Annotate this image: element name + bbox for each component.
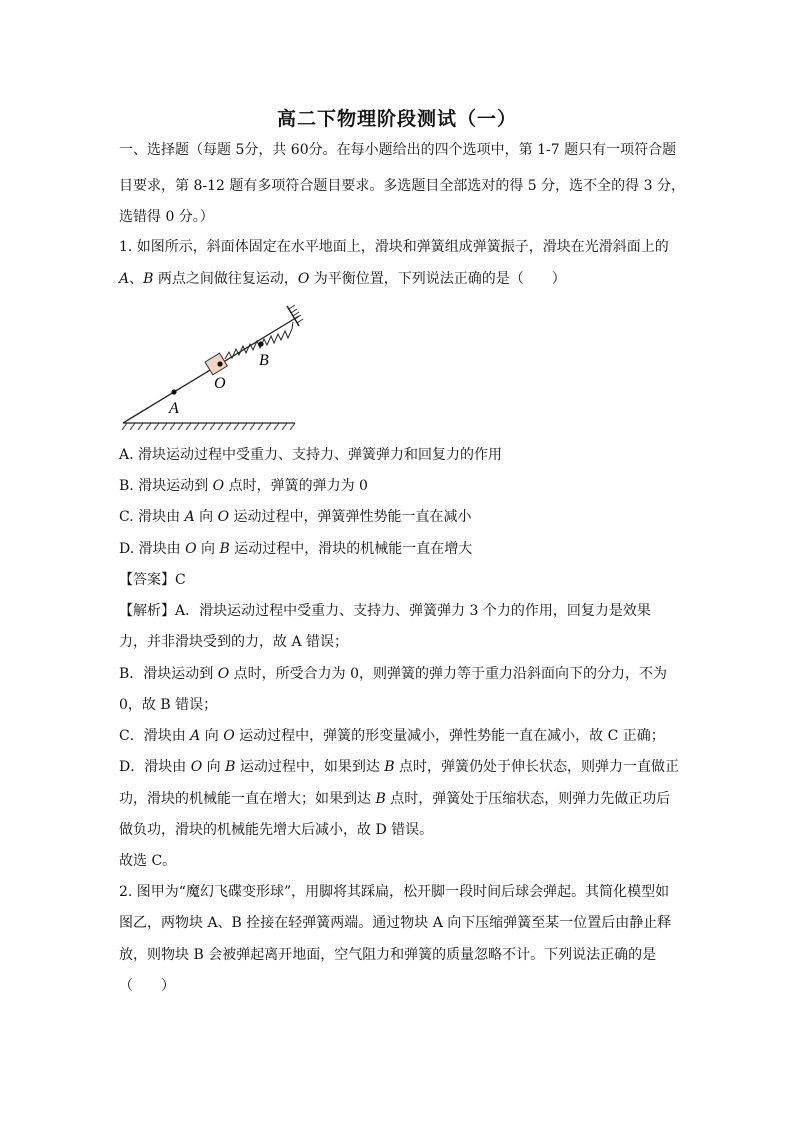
- question-2-stem-line-2: 图乙，两物块 A、B 拴接在轻弹簧两端。通过物块 A 向下压缩弹簧至某一位置后由静止释: [119, 915, 672, 931]
- analysis-line-1: 【解析】A．滑块运动过程中受重力、支持力、弹簧弹力 3 个力的作用，回复力是效果: [119, 603, 651, 619]
- point-b-ref: B: [225, 759, 236, 775]
- analysis-text: 功，滑块的机械能一直在增大；如果到达: [119, 791, 376, 807]
- point-o-ref: O: [212, 478, 225, 494]
- option-b: [119, 475, 679, 497]
- question-1-stem-line-2: [119, 268, 679, 290]
- incline-spring-figure: [119, 300, 319, 435]
- point-o-dot: [217, 361, 222, 366]
- answer-line: 【答案】C: [119, 572, 186, 588]
- analysis-text: D．滑块由: [119, 759, 191, 775]
- point-o-ref: O: [185, 541, 197, 557]
- analysis-text: 向: [202, 759, 226, 775]
- section-instructions-line-1: 一、选择题（每题 5分，共 60分。在每小题给出的四个选项中，第 1-7 题只有一项符合题: [119, 142, 677, 158]
- point-b-ref: B: [375, 791, 386, 807]
- analysis-line-6: [119, 756, 679, 778]
- question-1-stem-line-1: 1. 如图所示，斜面体固定在水平地面上，滑块和弹簧组成弹簧振子，滑块在光滑斜面上的: [119, 239, 669, 255]
- point-b-dot: [258, 341, 263, 346]
- option-d: [119, 538, 679, 560]
- question-2-stem-line-1: 2. 图甲为“魔幻飞碟变形球”，用脚将其踩扁，松开脚一段时间后球会弹起。其简化模型如: [119, 884, 670, 900]
- page-title: 高二下物理阶段测试（一）: [276, 108, 517, 130]
- analysis-line-5: [119, 725, 679, 747]
- section-instructions-line-3: 选错得 0 分。）: [119, 209, 214, 225]
- analysis-line-7: [119, 788, 679, 810]
- option-a: A. 滑块运动过程中受重力、支持力、弹簧弹力和回复力的作用: [119, 447, 503, 463]
- point-a-ref: A: [190, 728, 201, 744]
- analysis-line-8: 做负功，滑块的机械能先增大后减小，故 D 错误。: [119, 822, 434, 838]
- analysis-line-4: 0，故 B 错误；: [119, 697, 218, 713]
- section-instructions-line-2: 目要求，第 8-12 题有多项符合题目要求。多选题目全部选对的得 5 分，选不全的得 3 分，: [119, 178, 685, 194]
- analysis-conclusion: 故选 C。: [119, 853, 177, 869]
- option-text: B. 滑块运动到: [119, 478, 213, 494]
- point-a-ref: A: [184, 509, 195, 525]
- point-a-dot: [171, 389, 176, 394]
- point-o-ref: O: [217, 666, 230, 682]
- point-o-ref: O: [190, 759, 203, 775]
- analysis-text: 点时，所受合力为 0，则弹簧的弹力等于重力沿斜面向下的分力，不为: [229, 666, 668, 682]
- analysis-text: 向: [200, 728, 224, 744]
- separator: 、: [129, 271, 144, 287]
- analysis-line-3: [119, 663, 679, 685]
- option-text: 运动过程中，滑块的机械能一直在增大: [229, 541, 473, 557]
- point-o-ref: O: [297, 271, 310, 287]
- analysis-text: 点时，弹簧处于压缩状态，则弹力先做正功后: [385, 791, 671, 807]
- analysis-text: 运动过程中，如果到达: [235, 759, 385, 775]
- analysis-text: B．滑块运动到: [119, 666, 218, 682]
- analysis-text: 运动过程中，弹簧的形变量减小，弹性势能一直在减小，故 C 正确；: [234, 728, 665, 744]
- label-b: B: [259, 352, 269, 369]
- stem-text: 为平衡位置，下列说法正确的是（ ）: [309, 271, 566, 287]
- option-c: [119, 506, 679, 528]
- option-text: D. 滑块由: [119, 541, 186, 557]
- analysis-text: 点时，弹簧仍处于伸长状态，则弹力一直做正: [394, 759, 680, 775]
- label-a: A: [169, 400, 179, 417]
- question-2-stem-line-3: 放，则物块 B 会被弹起离开地面，空气阻力和弹簧的质量忽略不计。下列说法正确的是: [119, 947, 657, 963]
- option-text: 运动过程中，弹簧弹性势能一直在减小: [229, 509, 472, 525]
- label-o: O: [214, 375, 226, 392]
- option-text: 向: [194, 509, 218, 525]
- stem-text: 两点之间做往复运动，: [153, 271, 298, 287]
- point-a-ref: A: [119, 271, 130, 287]
- point-b-ref: B: [143, 271, 154, 287]
- point-o-ref: O: [217, 509, 230, 525]
- option-text: C. 滑块由: [119, 509, 185, 525]
- question-2-stem-line-4: （ ）: [119, 978, 175, 994]
- option-text: 向: [196, 541, 220, 557]
- point-b-ref: B: [219, 541, 230, 557]
- point-o-ref: O: [223, 728, 235, 744]
- analysis-text: C．滑块由: [119, 728, 191, 744]
- option-text: 点时，弹簧的弹力为 0: [224, 478, 368, 494]
- point-b-ref: B: [384, 759, 395, 775]
- ground-hatching: [122, 423, 295, 430]
- analysis-line-2: 力，并非滑块受到的力，故 A 错误；: [119, 634, 349, 650]
